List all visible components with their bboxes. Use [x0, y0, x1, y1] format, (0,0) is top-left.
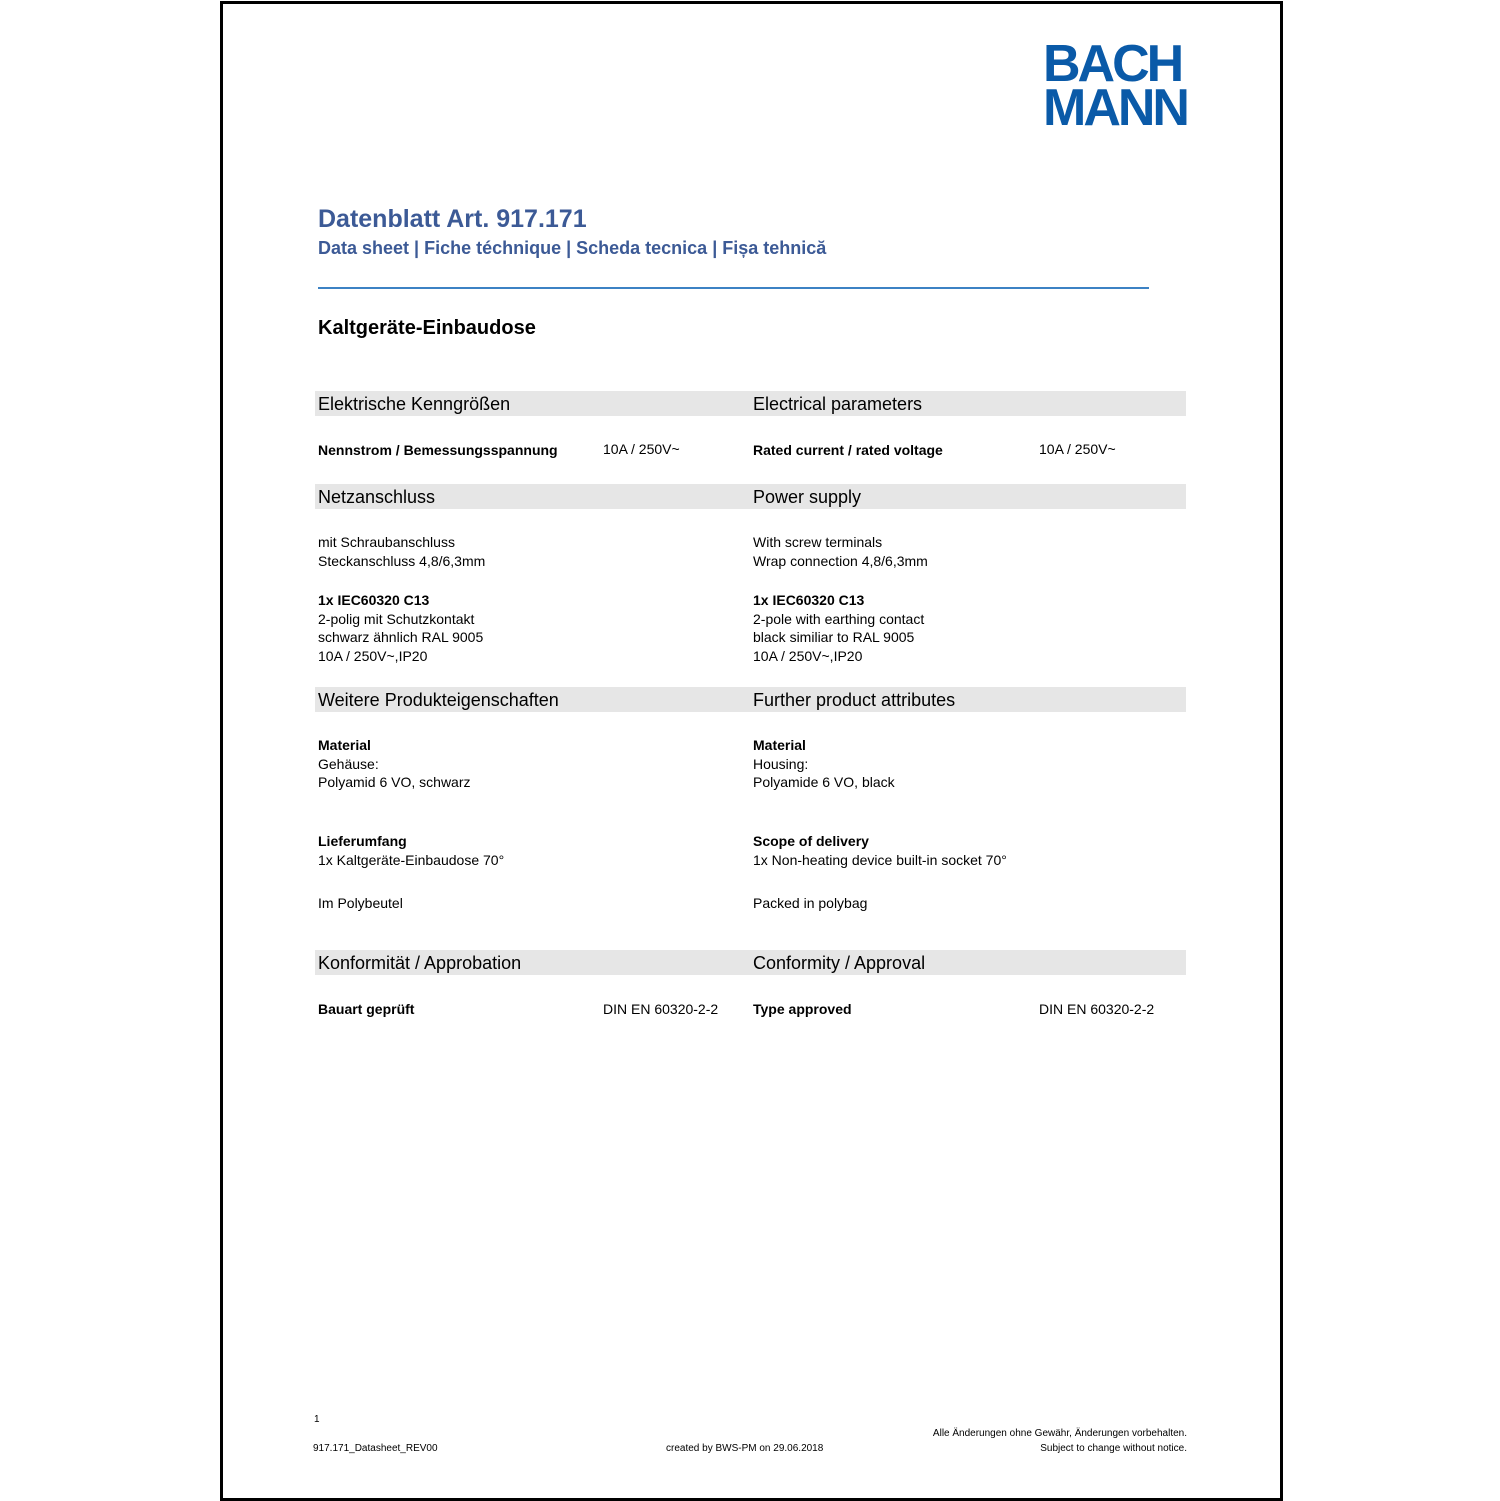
text-line: 1x Non-heating device built-in socket 70° — [753, 851, 1007, 868]
power-connection-en — [753, 533, 928, 570]
section-heading-de: Konformität / Approbation — [318, 953, 522, 973]
section-heading-de: Elektrische Kenngrößen — [318, 394, 511, 414]
text-line: 2-pole with earthing contact — [753, 610, 925, 627]
packing-de: Im Polybeutel — [318, 895, 403, 911]
delivery-title: Lieferumfang — [318, 833, 407, 849]
section-header-further — [315, 687, 1186, 712]
type-approved-label-en: Type approved — [753, 1001, 852, 1017]
text-line: Wrap connection 4,8/6,3mm — [753, 552, 928, 569]
text-line: schwarz ähnlich RAL 9005 — [318, 629, 484, 645]
text-line: mit Schraubanschluss — [318, 534, 455, 550]
material-title: Material — [318, 737, 371, 753]
title-divider — [318, 287, 1149, 289]
text-line: With screw terminals — [753, 534, 883, 550]
text-line: 10A / 250V~,IP20 — [318, 647, 428, 664]
type-approved-value-de: DIN EN 60320-2-2 — [603, 1001, 719, 1017]
text-line: 1x Kaltgeräte-Einbaudose 70° — [318, 851, 505, 868]
text-line: Polyamide 6 VO, black — [753, 774, 895, 790]
material-title: Material — [753, 737, 806, 753]
rated-current-label-de: Nennstrom / Bemessungsspannung — [318, 442, 558, 458]
power-connection-de — [318, 533, 485, 570]
rated-current-value-en: 10A / 250V~ — [1039, 441, 1116, 457]
page-title: Datenblatt Art. 917.171 — [318, 205, 587, 233]
section-heading-en: Further product attributes — [753, 690, 956, 710]
text-line: Polyamid 6 VO, schwarz — [318, 774, 471, 790]
material-de — [318, 736, 471, 792]
disclaimer-en: Subject to change without notice. — [1040, 1443, 1187, 1454]
text-line: Housing: — [753, 755, 809, 772]
disclaimer-de: Alle Änderungen ohne Gewähr, Änderungen vorbehalten. — [932, 1428, 1187, 1439]
section-header-conformity — [315, 950, 1186, 975]
section-heading-de: Weitere Produkteigenschaften — [318, 690, 559, 710]
logo-line-1: BACH — [1043, 35, 1182, 93]
socket-title: 1x IEC60320 C13 — [753, 592, 865, 608]
material-en — [753, 736, 895, 792]
delivery-de — [318, 832, 504, 869]
text-line: 2-polig mit Schutzkontakt — [318, 610, 475, 627]
document-id: 917.171_Datasheet_REV00 — [313, 1443, 438, 1454]
section-heading-en: Conformity / Approval — [753, 953, 926, 973]
product-name: Kaltgeräte-Einbaudose — [318, 317, 536, 339]
section-header-electrical — [315, 391, 1186, 416]
page-subtitle: Data sheet | Fiche téchnique | Scheda tecnica | Fișa tehnică — [318, 238, 827, 258]
text-line: Steckanschluss 4,8/6,3mm — [318, 552, 486, 569]
text-line: 10A / 250V~,IP20 — [753, 647, 863, 664]
type-approved-value-en: DIN EN 60320-2-2 — [1039, 1001, 1155, 1017]
socket-spec-de — [318, 591, 483, 665]
delivery-title: Scope of delivery — [753, 833, 869, 849]
section-heading-en: Power supply — [753, 487, 862, 507]
rated-current-value-de: 10A / 250V~ — [603, 441, 680, 457]
created-by: created by BWS-PM on 29.06.2018 — [666, 1443, 824, 1454]
rated-current-label-en: Rated current / rated voltage — [753, 442, 943, 458]
type-approved-label-de: Bauart geprüft — [318, 1001, 415, 1017]
packing-en: Packed in polybag — [753, 895, 868, 911]
page-number: 1 — [314, 1414, 320, 1425]
section-header-power — [315, 484, 1186, 509]
socket-title: 1x IEC60320 C13 — [318, 592, 430, 608]
text-line: Gehäuse: — [318, 755, 379, 772]
delivery-en — [753, 832, 1007, 869]
socket-spec-en — [753, 591, 924, 665]
bachmann-logo — [1043, 35, 1188, 137]
section-heading-en: Electrical parameters — [753, 394, 923, 414]
logo-line-2: MANN — [1043, 79, 1187, 137]
section-heading-de: Netzanschluss — [318, 487, 436, 507]
text-line: black similiar to RAL 9005 — [753, 629, 915, 645]
